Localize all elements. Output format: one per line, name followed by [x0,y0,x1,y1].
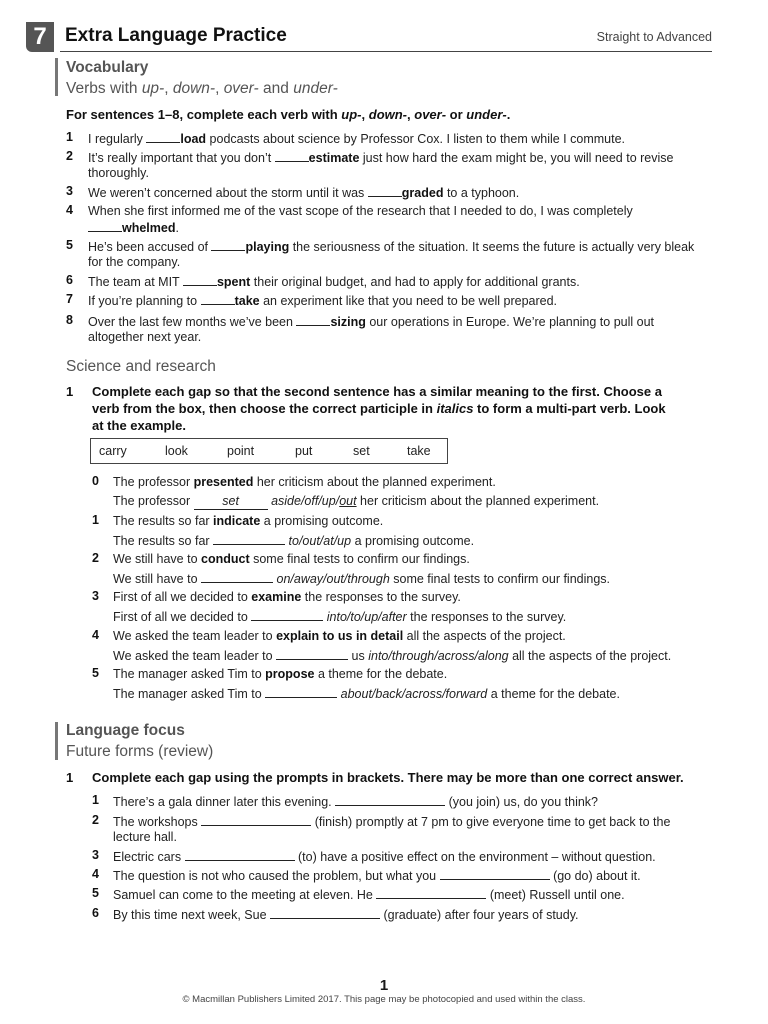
answer-gap[interactable] [185,848,295,861]
word-box-item: put [295,444,313,458]
item-number: 0 [92,474,99,488]
answer-gap[interactable] [213,532,285,545]
answer-gap[interactable] [270,906,380,919]
vocab-instructions: For sentences 1–8, complete each verb with up-, down-, over- or under-. [66,107,511,122]
science-instructions-line1: Complete each gap so that the second sentence has a similar meaning to the first. Choose a [92,384,662,399]
section-title-language-focus: Language focus [66,722,185,739]
rewrite-sentence: The results so far to/out/at/up a promising outcome. [113,534,475,548]
example-answer: set [194,493,268,510]
vocab-sentence: It’s really important that you don’t estimate just how hard the exam might be, you will need to revise [88,151,674,165]
focus-sentence: Electric cars (to) have a positive effect on the environment – without question. [113,850,656,864]
answer-gap[interactable] [251,608,323,621]
rewrite-sentence: We asked the team leader to us into/through/across/along all the aspects of the project. [113,649,672,663]
answer-gap[interactable] [440,867,550,880]
answer-gap[interactable] [201,292,235,305]
section-subtitle-verbs: Verbs with up-, down-, over- and under- [66,80,338,97]
original-sentence: We asked the team leader to explain to us in detail all the aspects of the project. [113,629,566,643]
vocab-sentence: We weren’t concerned about the storm until it was graded to a typhoon. [88,186,520,200]
section-title-vocabulary: Vocabulary [66,59,149,76]
section-marker [55,722,58,760]
answer-gap[interactable] [368,184,402,197]
exercise-number: 1 [66,770,74,785]
vocab-sentence: Over the last few months we’ve been sizing our operations in Europe. We’re planning to pull out [88,315,655,329]
item-number: 4 [92,628,99,642]
vocab-sentence: The team at MIT spent their original budget, and had to apply for additional grants. [88,275,580,289]
original-sentence: The professor presented her criticism about the planned experiment. [113,475,496,489]
vocab-sentence-cont: altogether next year. [88,330,202,344]
vocab-sentence-cont: thoroughly. [88,166,149,180]
original-sentence: The results so far indicate a promising outcome. [113,514,384,528]
answer-gap[interactable] [88,219,122,232]
focus-sentence-cont: lecture hall. [113,830,177,844]
item-number: 7 [66,292,73,306]
answer-gap[interactable] [183,273,217,286]
focus-sentence: Samuel can come to the meeting at eleven. He (meet) Russell until one. [113,888,625,902]
answer-gap[interactable] [276,647,348,660]
vocab-sentence: When she first informed me of the vast scope of the research that I needed to do, I was completely [88,204,633,218]
item-number: 6 [66,273,73,287]
rewrite-sentence: The professor set aside/off/up/out her criticism about the planned experiment. [113,494,600,508]
item-number: 6 [92,906,99,920]
unit-number-badge: 7 [26,22,54,52]
page-number: 1 [379,977,389,994]
header-divider [60,51,712,52]
original-sentence: First of all we decided to examine the responses to the survey. [113,590,461,604]
focus-sentence: By this time next week, Sue (graduate) after four years of study. [113,908,579,922]
item-number: 1 [66,130,73,144]
focus-sentence: The question is not who caused the problem, but what you (go do) about it. [113,869,641,883]
rewrite-sentence: First of all we decided to into/to/up/after the responses to the survey. [113,610,567,624]
item-number: 1 [92,513,99,527]
vocab-sentence-cont: whelmed. [88,219,179,236]
science-instructions-line2: verb from the box, then choose the correct participle in italics to form a multi-part verb. Look [92,401,666,416]
vocab-sentence: I regularly load podcasts about science by Professor Cox. I listen to them while I commute. [88,132,626,146]
vocab-sentence: If you’re planning to take an experiment like that you need to be well prepared. [88,294,558,308]
answer-gap[interactable] [275,149,309,162]
answer-gap[interactable] [335,793,445,806]
word-box [90,438,448,464]
focus-sentence: The workshops (finish) promptly at 7 pm to give everyone time to get back to the [113,815,671,829]
section-subtitle-future-forms: Future forms (review) [66,743,214,760]
vocab-sentence-cont: for the company. [88,255,181,269]
word-box-item: point [227,444,255,458]
section-marker [55,58,58,96]
original-sentence: We still have to conduct some final tests to confirm our findings. [113,552,470,566]
answer-gap[interactable] [296,313,330,326]
word-box-item: look [165,444,188,458]
page-title: Extra Language Practice [65,25,287,46]
item-number: 5 [92,666,99,680]
answer-gap[interactable] [211,238,245,251]
answer-gap[interactable] [201,570,273,583]
exercise-number: 1 [66,384,74,399]
copyright-notice: © Macmillan Publishers Limited 2017. This page may be photocopied and used within the class. [182,994,586,1005]
item-number: 5 [66,238,73,252]
focus-sentence: There’s a gala dinner later this evening. (you join) us, do you think? [113,795,599,809]
focus-instructions: Complete each gap using the prompts in brackets. There may be more than one correct answer. [92,770,684,785]
item-number: 2 [92,813,99,827]
word-box-item: carry [99,444,127,458]
rewrite-sentence: The manager asked Tim to about/back/across/forward a theme for the debate. [113,687,620,701]
item-number: 4 [66,203,73,217]
item-number: 8 [66,313,73,327]
word-box-item: set [353,444,370,458]
item-number: 4 [92,867,99,881]
vocab-sentence: He’s been accused of playing the seriousness of the situation. It seems the future is actually very bleak [88,240,695,254]
item-number: 1 [92,793,99,807]
item-number: 2 [92,551,99,565]
course-level: Straight to Advanced [596,30,712,44]
section-subtitle-science: Science and research [66,358,216,375]
item-number: 5 [92,886,99,900]
answer-gap[interactable] [265,685,337,698]
science-instructions-line3: at the example. [92,418,186,433]
item-number: 3 [92,589,99,603]
answer-gap[interactable] [376,886,486,899]
item-number: 3 [66,184,73,198]
rewrite-sentence: We still have to on/away/out/through some final tests to confirm our findings. [113,572,611,586]
answer-gap[interactable] [146,130,180,143]
word-box-item: take [407,444,431,458]
item-number: 3 [92,848,99,862]
original-sentence: The manager asked Tim to propose a theme for the debate. [113,667,448,681]
item-number: 2 [66,149,73,163]
answer-gap[interactable] [201,813,311,826]
